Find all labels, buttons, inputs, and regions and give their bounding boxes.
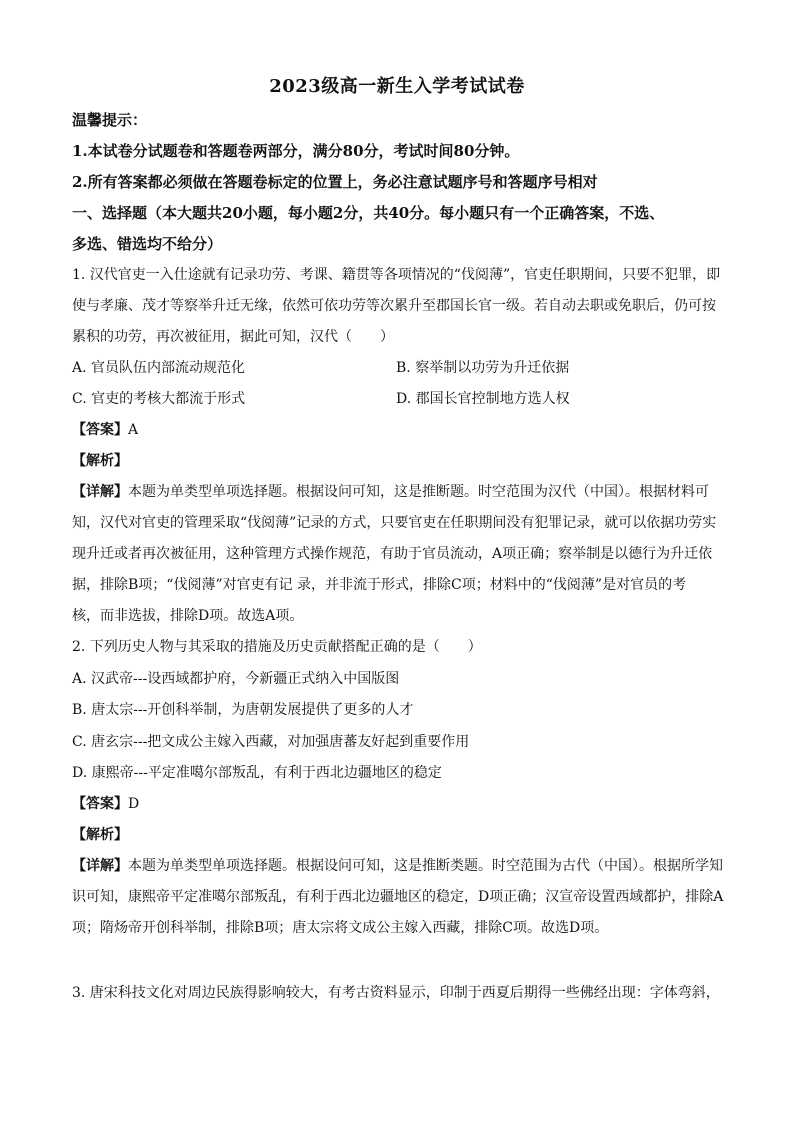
q1-detail-line-4: 据，排除B项；“伐阅薄”对官吏有记 录，并非流于形式，排除C项；材料中的“伐阅薄”是对官员的考	[72, 577, 687, 593]
notice-item-1: 1.本试卷分试题卷和答题卷两部分，满分80分，考试时间80分钟。	[72, 142, 520, 160]
q2-detail-line-1	[72, 856, 724, 876]
q1-option-a: A. 官员队伍内部流动规范化	[72, 360, 246, 376]
q2-stem: 2. 下列历史人物与其采取的措施及历史贡献搭配正确的是（ ）	[72, 639, 482, 655]
answer-label: 【答案】	[72, 422, 128, 438]
q2-analysis	[72, 825, 724, 845]
q1-stem-line-1: 1. 汉代官吏一入仕途就有记录功劳、考课、籍贯等各项情况的“伐阅薄”，官吏任职期间，只要不犯罪，即	[72, 267, 721, 283]
q1-answer	[72, 420, 724, 440]
q1-detail-line-2: 知，汉代对官吏的管理采取“伐阅薄”记录的方式，只要官吏在任职期间没有犯罪记录，就可以依据功劳实	[72, 515, 717, 531]
q1-analysis	[72, 451, 724, 471]
q1-option-c: C. 官吏的考核大都流于形式	[72, 391, 246, 407]
q2-answer	[72, 794, 724, 814]
q1-detail-text: 本题为单类型单项选择题。根据设问可知，这是推断题。时空范围为汉代（中国）。根据材料可	[128, 484, 709, 500]
analysis-label: 【解析】	[72, 453, 128, 469]
q2-detail-line-3: 项；隋炀帝开创科举制，排除B项；唐太宗将文成公主嫁入西藏，排除C项。故选D项。	[72, 920, 609, 936]
q1-detail-line-1	[72, 482, 724, 502]
section-heading-line-2: 多选、错选均不给分）	[72, 235, 223, 253]
q1-detail-line-3: 现升迁或者再次被征用，这种管理方式操作规范，有助于官员流动，A项正确；察举制是以德行为升迁依	[72, 546, 713, 562]
analysis-label: 【解析】	[72, 827, 128, 843]
q2-option-d: D. 康熙帝---平定准噶尔部叛乱，有利于西北边疆地区的稳定	[72, 765, 442, 781]
q2-option-b: B. 唐太宗---开创科举制，为唐朝发展提供了更多的人才	[72, 702, 414, 718]
q2-answer-value: D	[128, 796, 140, 812]
q3-stem: 3. 唐宋科技文化对周边民族得影响较大，有考古资料显示，印制于西夏后期得一些佛经出现：字体弯斜，	[72, 985, 720, 1001]
detail-label: 【详解】	[72, 484, 128, 500]
page-title: 2023级高一新生入学考试试卷	[269, 76, 525, 97]
q1-answer-value: A	[128, 422, 139, 438]
notice-item-2: 2.所有答案都必须做在答题卷标定的位置上，务必注意试题序号和答题序号相对	[72, 173, 598, 191]
q2-option-a: A. 汉武帝---设西域都护府，今新疆正式纳入中国版图	[72, 671, 400, 687]
q2-detail-line-2: 识可知，康熙帝平定准噶尔部叛乱，有利于西北边疆地区的稳定，D项正确；汉宣帝设置西域都护，排除A	[72, 889, 724, 905]
detail-label: 【详解】	[72, 858, 128, 874]
q1-option-b: B. 察举制以功劳为升迁依据	[396, 360, 570, 376]
q2-option-c: C. 唐玄宗---把文成公主嫁入西藏，对加强唐蕃友好起到重要作用	[72, 734, 470, 750]
q1-option-d: D. 郡国长官控制地方选人权	[396, 391, 570, 407]
answer-label: 【答案】	[72, 796, 128, 812]
q2-detail-text: 本题为单类型单项选择题。根据设问可知，这是推断类题。时空范围为古代（中国）。根据所学知	[128, 858, 723, 874]
q1-stem-line-2: 使与孝廉、茂才等察举升迁无缘，依然可依功劳等次累升至郡国长官一级。若自动去职或免职后，仍可按	[72, 298, 716, 314]
q1-stem-line-3: 累积的功劳，再次被征用，据此可知，汉代（ ）	[72, 329, 394, 345]
q1-detail-line-5: 核，而非选拔，排除D项。故选A项。	[72, 608, 304, 624]
notice-heading: 温馨提示：	[72, 111, 148, 129]
section-heading-line-1: 一、选择题（本大题共20小题，每小题2分，共40分。每小题只有一个正确答案，不选、	[72, 204, 665, 222]
